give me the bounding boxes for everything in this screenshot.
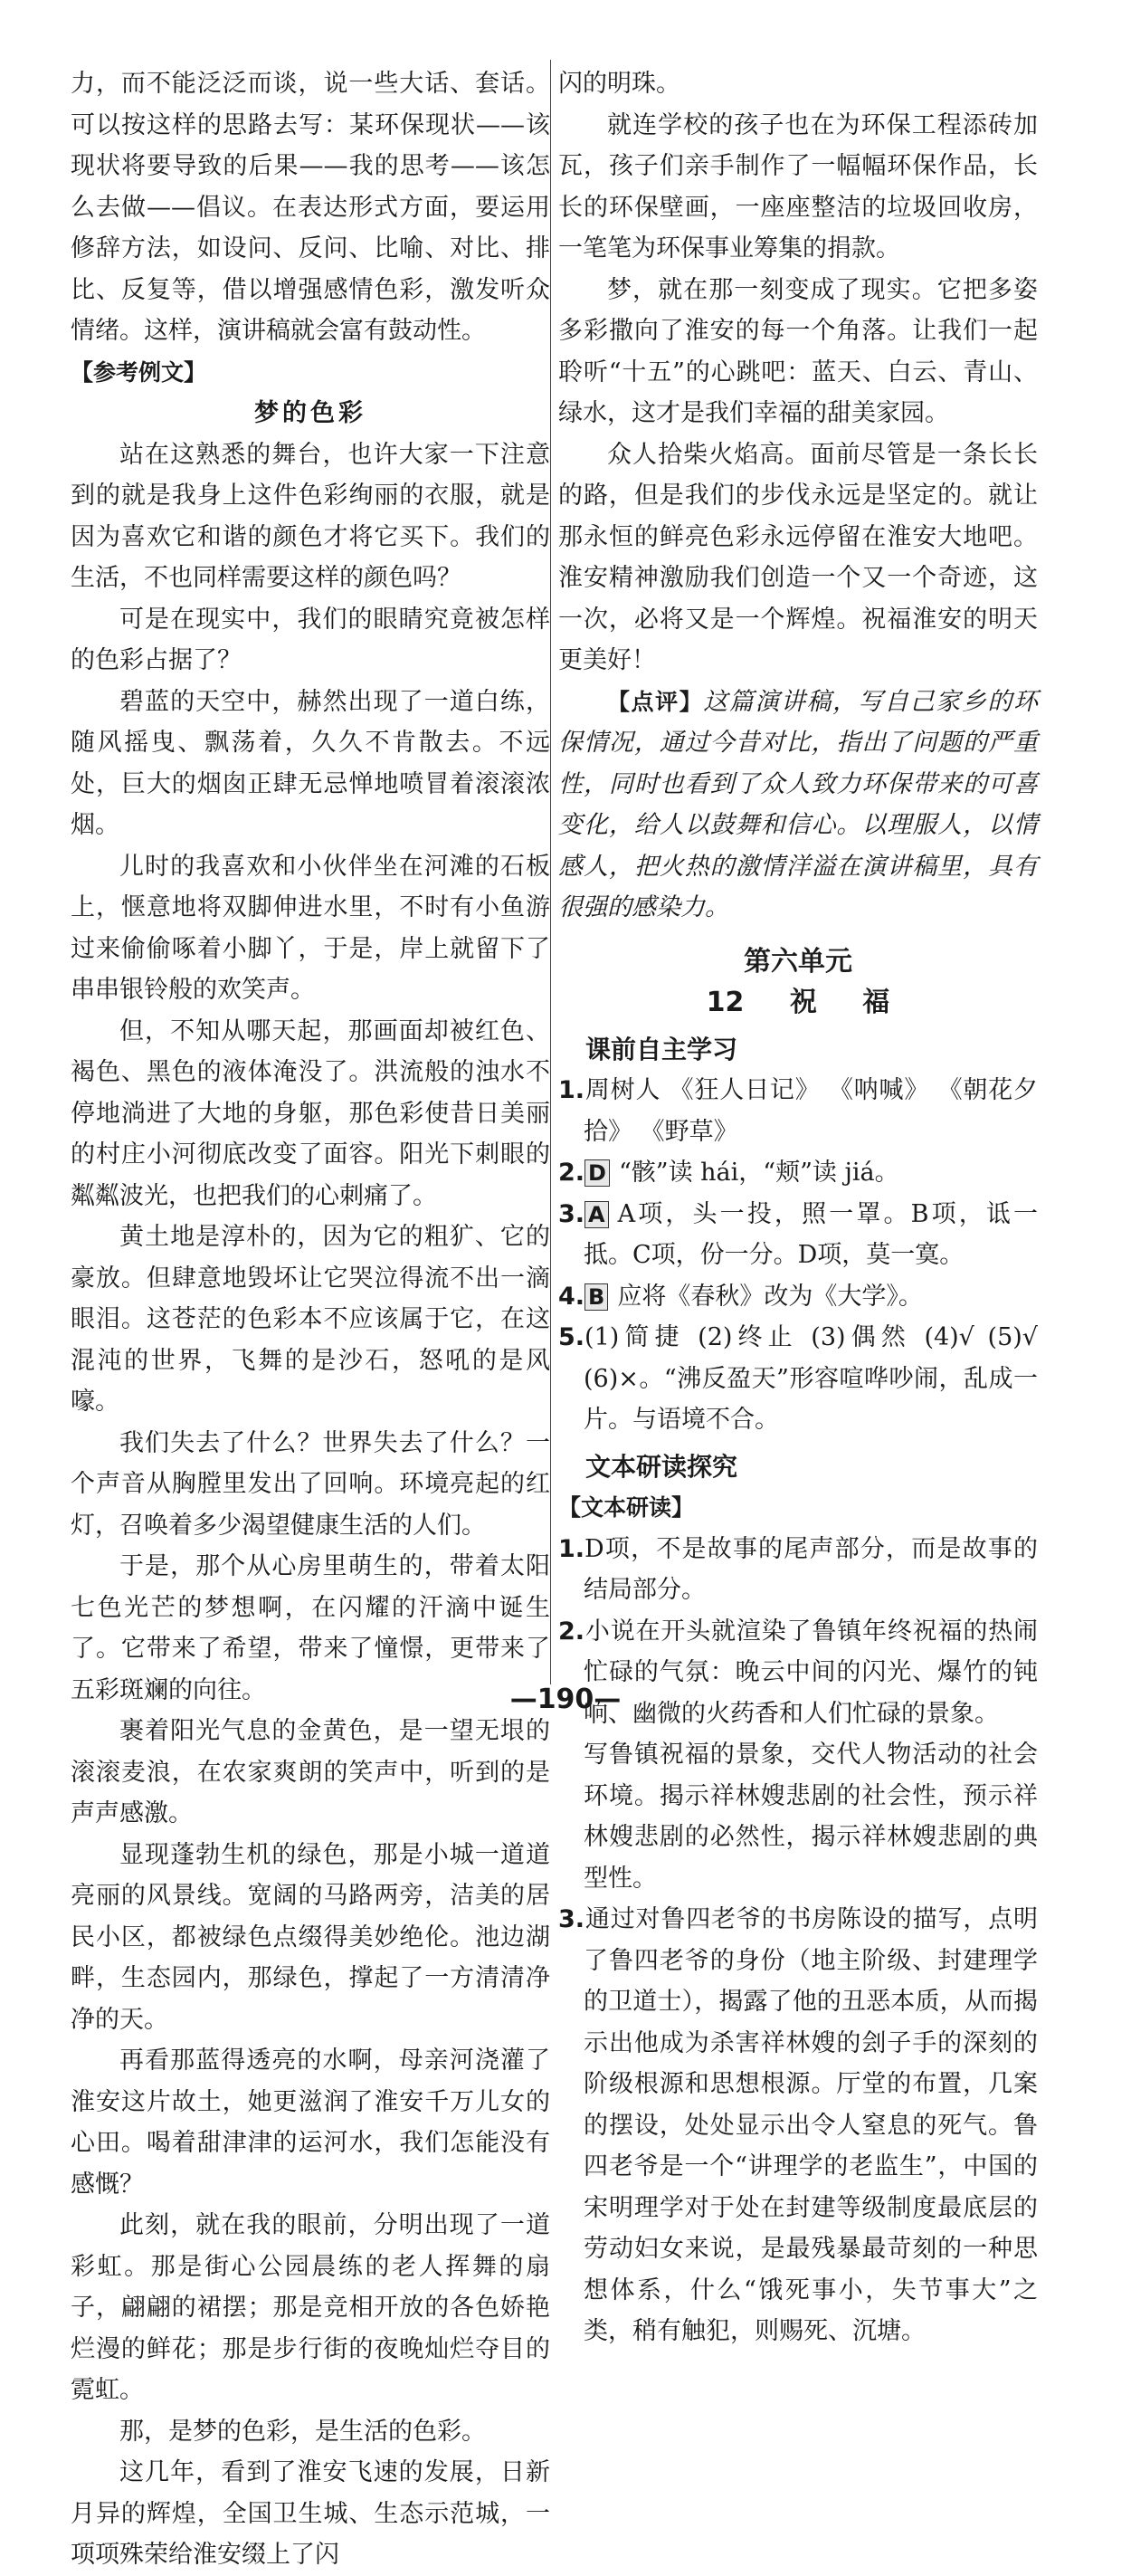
item-number: 3. (558, 1199, 585, 1228)
intro-paragraph: 力，而不能泛泛而谈，说一些大话、套话。可以按这样的思路去写：某环保现状——该现状将要导致的后果——我的思考——该怎么去做——倡议。在表达形式方面，要运用修辞方法，如设问、反问、比喻、对比、排比、反复等，借以增强感情色彩，激发听众情绪。这样，演讲稿就会富有鼓动性。 (71, 70, 550, 345)
item-number: 1. (558, 1076, 585, 1104)
sub-heading-text-study: 【文本研读】 (558, 1494, 695, 1521)
section-heading-text-study: 文本研读探究 (585, 1451, 738, 1482)
answer-item (558, 1070, 1038, 1152)
essay-paragraph: 但，不知从哪天起，那画面却被红色、褐色、黑色的液体淹没了。洪流般的浊水不停地淌进了大地的身躯，那色彩使昔日美丽的村庄小河彻底改变了面容。阳光下刺眼的粼粼波光，也把我们的心刺痛了。 (71, 1016, 550, 1210)
essay-paragraph: 我们失去了什么？世界失去了什么？一个声音从胸膛里发出了回响。环境亮起的红灯，召唤着多少渴望健康生活的人们。 (71, 1428, 550, 1540)
answer-badge: D (585, 1159, 610, 1187)
essay-paragraph: 就连学校的孩子也在为环保工程添砖加瓦，孩子们亲手制作了一幅幅环保作品，长长的环保壁画，一座座整洁的垃圾回收房，一笔笔为环保事业筹集的捐款。 (558, 110, 1038, 262)
essay-paragraph: 黄土地是淳朴的，因为它的粗犷、它的豪放。但肆意地毁坏让它哭泣得流不出一滴眼泪。这苍茫的色彩本不应该属于它，在这混沌的世界，飞舞的是沙石，怒吼的是风嚎。 (71, 1223, 550, 1416)
unit-title: 第六单元 (744, 945, 852, 978)
section-heading-prestudy: 课前自主学习 (585, 1034, 738, 1064)
essay-paragraph: 再看那蓝得透亮的水啊，母亲河浇灌了淮安这片故土，她更滋润了淮安千万儿女的心田。喝着甜津津的运河水，我们怎能没有感慨？ (71, 2046, 550, 2199)
answer-item (558, 1317, 1038, 1441)
item-number: 2. (558, 1159, 585, 1187)
column-divider (550, 60, 551, 1684)
answer-item (558, 1611, 1038, 1735)
essay-paragraph: 裹着阳光气息的金黄色，是一望无垠的滚滚麦浪，在农家爽朗的笑声中，听到的是声声感激。 (71, 1717, 550, 1827)
item-text: 通过对鲁四老爷的书房陈设的描写，点明了鲁四老爷的身份（地主阶级、封建理学的卫道士），揭露了他的丑恶本质，从而揭示出他成为杀害祥林嫂的刽子手的深刻的阶级根源和思想根源。厅堂的布置，几案的摆设，处处显示出令人窒息的死气。鲁四老爷是一个“讲理学的老监生”，中国的宋明理学对于处在封建等级制度最底层的劳动妇女来说，是最残暴最苛刻的一种思想体系，什么“饿死事小，失节事大”之类，稍有触犯，则赐死、沉塘。 (584, 1905, 1038, 2345)
essay-paragraph: 可是在现实中，我们的眼睛究竟被怎样的色彩占据了？ (71, 605, 550, 674)
answer-item (558, 1899, 1038, 2352)
essay-paragraph: 这几年，看到了淮安飞速的发展，日新月异的辉煌，全国卫生城、生态示范城，一项项殊荣给淮安缀上了闪 (71, 2458, 550, 2569)
item-text: (1)简捷 (2)终止 (3)偶然 (4)√ (5)√ (6)×。“沸反盈天”形容喧哗吵闹，乱成一片。与语境不合。 (584, 1323, 1038, 1434)
item-number: 3. (558, 1905, 585, 1933)
answer-item (558, 1152, 1038, 1194)
item-text: 应将《春秋》改为《大学》。 (617, 1282, 923, 1311)
answer-badge: B (585, 1283, 608, 1311)
answer-item-continued (558, 1734, 1038, 1899)
essay-paragraph: 梦，就在那一刻变成了现实。它把多姿多彩撒向了淮安的每一个角落。让我们一起聆听“十五”的心跳吧：蓝天、白云、青山、绿水，这才是我们幸福的甜美家园。 (558, 275, 1038, 427)
essay-continued: 闪的明珠。 (558, 70, 680, 98)
item-text: “骸”读 hái，“颊”读 jiá。 (618, 1159, 899, 1187)
answer-badge: A (585, 1201, 609, 1228)
item-number: 2. (558, 1617, 585, 1646)
comment-paragraph (558, 682, 1038, 929)
item-text: 周树人 《狂人日记》 《呐喊》 《朝花夕拾》 《野草》 (584, 1076, 1038, 1146)
essay-paragraph: 儿时的我喜欢和小伙伴坐在河滩的石板上，惬意地将双脚伸进水里，不时有小鱼游过来偷偷啄着小脚丫，于是，岸上就留下了串串银铃般的欢笑声。 (71, 852, 550, 1004)
comment-text: 这篇演讲稿，写自己家乡的环保情况，通过今昔对比，指出了问题的严重性，同时也看到了众人致力环保带来的可喜变化，给人以鼓舞和信心。以理服人，以情感人，把火热的激情洋溢在演讲稿里，具有很强的感染力。 (558, 687, 1038, 921)
answer-item (558, 1194, 1038, 1276)
sample-essay-heading: 【参考例文】 (71, 358, 207, 386)
essay-paragraph: 那，是梦的色彩，是生活的色彩。 (119, 2417, 486, 2446)
lesson-title: 12 祝 福 (706, 987, 890, 1018)
essay-paragraph: 站在这熟悉的舞台，也许大家一下注意到的就是我身上这件色彩绚丽的衣服，就是因为喜欢它和谐的颜色才将它买下。我们的生活，不也同样需要这样的颜色吗？ (71, 440, 550, 592)
item-number: 4. (558, 1282, 585, 1311)
essay-paragraph: 碧蓝的天空中，赫然出现了一道白练，随风摇曳、飘荡着，久久不肯散去。不远处，巨大的烟囱正肆无忌惮地喷冒着滚滚浓烟。 (71, 687, 550, 839)
essay-title: 梦的色彩 (254, 399, 366, 427)
left-column (71, 63, 550, 2569)
item-text: D项，不是故事的尾声部分，而是故事的结局部分。 (584, 1534, 1038, 1604)
answer-item (558, 1276, 1038, 1318)
item-text: 写鲁镇祝福的景象，交代人物活动的社会环境。揭示祥林嫂悲剧的社会性，预示祥林嫂悲剧的必然性，揭示祥林嫂悲剧的典型性。 (584, 1741, 1038, 1893)
page-number: —190— (509, 1684, 622, 1715)
comment-label: 【点评】 (607, 688, 704, 715)
item-text: A项，头一投，照一罩。B项，诋一抵。C项，份一分。D项，莫一寞。 (584, 1199, 1038, 1269)
essay-paragraph: 众人拾柴火焰高。面前尽管是一条长长的路，但是我们的步伐永远是坚定的。就让那永恒的鲜亮色彩永远停留在淮安大地吧。淮安精神激励我们创造一个又一个奇迹，这一次，必将又是一个辉煌。祝福淮安的明天更美好！ (558, 440, 1038, 674)
item-number: 5. (558, 1323, 585, 1351)
answer-item (558, 1529, 1038, 1611)
item-number: 1. (558, 1534, 585, 1563)
essay-paragraph: 于是，那个从心房里萌生的，带着太阳七色光芒的梦想啊，在闪耀的汗滴中诞生了。它带来了希望，带来了憧憬，更带来了五彩斑斓的向往。 (71, 1552, 550, 1704)
essay-paragraph: 显现蓬勃生机的绿色，那是小城一道道亮丽的风景线。宽阔的马路两旁，洁美的居民小区，都被绿色点缀得美妙绝伦。池边湖畔，生态园内，那绿色，撑起了一方清清净净的天。 (71, 1840, 550, 2034)
item-text: 小说在开头就渲染了鲁镇年终祝福的热闹忙碌的气氛：晚云中间的闪光、爆竹的钝响、幽微的火药香和人们忙碌的景象。 (584, 1617, 1038, 1728)
essay-paragraph: 此刻，就在我的眼前，分明出现了一道彩虹。那是街心公园晨练的老人挥舞的扇子，翩翩的裙摆；那是竞相开放的各色娇艳烂漫的鲜花；那是步行街的夜晚灿烂夺目的霓虹。 (71, 2211, 550, 2404)
